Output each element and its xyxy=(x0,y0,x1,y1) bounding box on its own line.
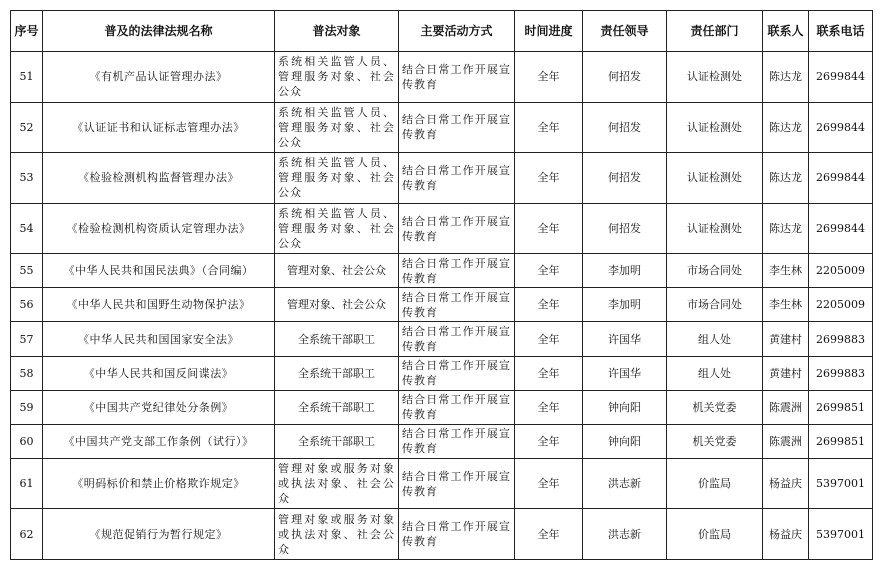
contact-cell: 黄建村 xyxy=(763,356,809,390)
phone-cell: 2699851 xyxy=(809,424,873,458)
department-cell: 市场合同处 xyxy=(667,288,763,322)
activity-cell: 结合日常工作开展宣传教育 xyxy=(399,458,515,509)
audience-cell: 管理对象、社会公众 xyxy=(275,288,399,322)
audience-cell: 全系统干部职工 xyxy=(275,424,399,458)
table-row xyxy=(11,424,873,458)
audience-cell: 全系统干部职工 xyxy=(275,322,399,356)
law-name-cell: 《中国共产党纪律处分条例》 xyxy=(43,390,275,424)
phone-cell: 2699844 xyxy=(809,102,873,153)
schedule-cell: 全年 xyxy=(515,509,583,560)
audience-cell: 系统相关监管人员、管理服务对象、社会公众 xyxy=(275,52,399,103)
audience-cell: 全系统干部职工 xyxy=(275,356,399,390)
department-cell: 组人处 xyxy=(667,322,763,356)
schedule-cell: 全年 xyxy=(515,424,583,458)
leader-cell: 李加明 xyxy=(583,254,667,288)
header-audience: 普法对象 xyxy=(275,11,399,52)
department-cell: 认证检测处 xyxy=(667,52,763,103)
activity-cell: 结合日常工作开展宣传教育 xyxy=(399,356,515,390)
phone-cell: 2699851 xyxy=(809,390,873,424)
contact-cell: 黄建村 xyxy=(763,322,809,356)
table-row xyxy=(11,390,873,424)
law-name-cell: 《中华人民共和国民法典》（合同编） xyxy=(43,254,275,288)
audience-cell: 管理对象或服务对象或执法对象、社会公众 xyxy=(275,509,399,560)
schedule-cell: 全年 xyxy=(515,356,583,390)
law-name-cell: 《有机产品认证管理办法》 xyxy=(43,52,275,103)
leader-cell: 何招发 xyxy=(583,102,667,153)
header-seq: 序号 xyxy=(11,11,43,52)
seq-cell: 61 xyxy=(11,458,43,509)
activity-cell: 结合日常工作开展宣传教育 xyxy=(399,509,515,560)
schedule-cell: 全年 xyxy=(515,153,583,204)
contact-cell: 李生林 xyxy=(763,254,809,288)
activity-cell: 结合日常工作开展宣传教育 xyxy=(399,153,515,204)
law-name-cell: 《认证证书和认证标志管理办法》 xyxy=(43,102,275,153)
phone-cell: 2699883 xyxy=(809,322,873,356)
activity-cell: 结合日常工作开展宣传教育 xyxy=(399,322,515,356)
law-popularization-table xyxy=(10,10,873,560)
seq-cell: 57 xyxy=(11,322,43,356)
activity-cell: 结合日常工作开展宣传教育 xyxy=(399,288,515,322)
phone-cell: 2699883 xyxy=(809,356,873,390)
activity-cell: 结合日常工作开展宣传教育 xyxy=(399,254,515,288)
table-row xyxy=(11,153,873,204)
phone-cell: 2699844 xyxy=(809,153,873,204)
activity-cell: 结合日常工作开展宣传教育 xyxy=(399,424,515,458)
contact-cell: 李生林 xyxy=(763,288,809,322)
seq-cell: 56 xyxy=(11,288,43,322)
department-cell: 认证检测处 xyxy=(667,203,763,254)
department-cell: 市场合同处 xyxy=(667,254,763,288)
phone-cell: 2699844 xyxy=(809,52,873,103)
schedule-cell: 全年 xyxy=(515,288,583,322)
contact-cell: 陈震洲 xyxy=(763,424,809,458)
leader-cell: 许国华 xyxy=(583,356,667,390)
activity-cell: 结合日常工作开展宣传教育 xyxy=(399,102,515,153)
table-body xyxy=(11,52,873,560)
department-cell: 组人处 xyxy=(667,356,763,390)
department-cell: 机关党委 xyxy=(667,390,763,424)
table-row xyxy=(11,356,873,390)
leader-cell: 何招发 xyxy=(583,52,667,103)
table-row xyxy=(11,322,873,356)
law-name-cell: 《中华人民共和国野生动物保护法》 xyxy=(43,288,275,322)
law-name-cell: 《中华人民共和国国家安全法》 xyxy=(43,322,275,356)
seq-cell: 60 xyxy=(11,424,43,458)
seq-cell: 54 xyxy=(11,203,43,254)
leader-cell: 钟向阳 xyxy=(583,390,667,424)
contact-cell: 杨益庆 xyxy=(763,458,809,509)
contact-cell: 陈达龙 xyxy=(763,52,809,103)
seq-cell: 53 xyxy=(11,153,43,204)
table-row xyxy=(11,458,873,509)
audience-cell: 管理对象或服务对象或执法对象、社会公众 xyxy=(275,458,399,509)
contact-cell: 陈达龙 xyxy=(763,203,809,254)
schedule-cell: 全年 xyxy=(515,254,583,288)
activity-cell: 结合日常工作开展宣传教育 xyxy=(399,203,515,254)
audience-cell: 全系统干部职工 xyxy=(275,390,399,424)
department-cell: 机关党委 xyxy=(667,424,763,458)
audience-cell: 管理对象、社会公众 xyxy=(275,254,399,288)
table-row xyxy=(11,203,873,254)
seq-cell: 55 xyxy=(11,254,43,288)
leader-cell: 钟向阳 xyxy=(583,424,667,458)
schedule-cell: 全年 xyxy=(515,322,583,356)
contact-cell: 陈震洲 xyxy=(763,390,809,424)
phone-cell: 2205009 xyxy=(809,288,873,322)
schedule-cell: 全年 xyxy=(515,203,583,254)
leader-cell: 洪志新 xyxy=(583,509,667,560)
table-row xyxy=(11,102,873,153)
department-cell: 认证检测处 xyxy=(667,153,763,204)
leader-cell: 何招发 xyxy=(583,203,667,254)
header-contact: 联系人 xyxy=(763,11,809,52)
phone-cell: 5397001 xyxy=(809,509,873,560)
schedule-cell: 全年 xyxy=(515,52,583,103)
seq-cell: 51 xyxy=(11,52,43,103)
audience-cell: 系统相关监管人员、管理服务对象、社会公众 xyxy=(275,102,399,153)
contact-cell: 陈达龙 xyxy=(763,153,809,204)
department-cell: 价监局 xyxy=(667,458,763,509)
header-phone: 联系电话 xyxy=(809,11,873,52)
header-leader: 责任领导 xyxy=(583,11,667,52)
seq-cell: 62 xyxy=(11,509,43,560)
audience-cell: 系统相关监管人员、管理服务对象、社会公众 xyxy=(275,153,399,204)
contact-cell: 陈达龙 xyxy=(763,102,809,153)
seq-cell: 59 xyxy=(11,390,43,424)
phone-cell: 2699844 xyxy=(809,203,873,254)
law-name-cell: 《检验检测机构资质认定管理办法》 xyxy=(43,203,275,254)
table-row xyxy=(11,288,873,322)
header-schedule: 时间进度 xyxy=(515,11,583,52)
activity-cell: 结合日常工作开展宣传教育 xyxy=(399,52,515,103)
department-cell: 价监局 xyxy=(667,509,763,560)
contact-cell: 杨益庆 xyxy=(763,509,809,560)
header-activity: 主要活动方式 xyxy=(399,11,515,52)
schedule-cell: 全年 xyxy=(515,102,583,153)
department-cell: 认证检测处 xyxy=(667,102,763,153)
law-name-cell: 《中华人民共和国反间谍法》 xyxy=(43,356,275,390)
table-row xyxy=(11,52,873,103)
leader-cell: 李加明 xyxy=(583,288,667,322)
header-row xyxy=(11,11,873,52)
phone-cell: 5397001 xyxy=(809,458,873,509)
table-row xyxy=(11,509,873,560)
phone-cell: 2205009 xyxy=(809,254,873,288)
law-name-cell: 《中国共产党支部工作条例（试行）》 xyxy=(43,424,275,458)
schedule-cell: 全年 xyxy=(515,458,583,509)
law-name-cell: 《检验检测机构监督管理办法》 xyxy=(43,153,275,204)
schedule-cell: 全年 xyxy=(515,390,583,424)
audience-cell: 系统相关监管人员、管理服务对象、社会公众 xyxy=(275,203,399,254)
leader-cell: 许国华 xyxy=(583,322,667,356)
leader-cell: 何招发 xyxy=(583,153,667,204)
law-name-cell: 《规范促销行为暂行规定》 xyxy=(43,509,275,560)
seq-cell: 52 xyxy=(11,102,43,153)
law-name-cell: 《明码标价和禁止价格欺诈规定》 xyxy=(43,458,275,509)
activity-cell: 结合日常工作开展宣传教育 xyxy=(399,390,515,424)
header-law-name: 普及的法律法规名称 xyxy=(43,11,275,52)
leader-cell: 洪志新 xyxy=(583,458,667,509)
seq-cell: 58 xyxy=(11,356,43,390)
header-department: 责任部门 xyxy=(667,11,763,52)
table-row xyxy=(11,254,873,288)
